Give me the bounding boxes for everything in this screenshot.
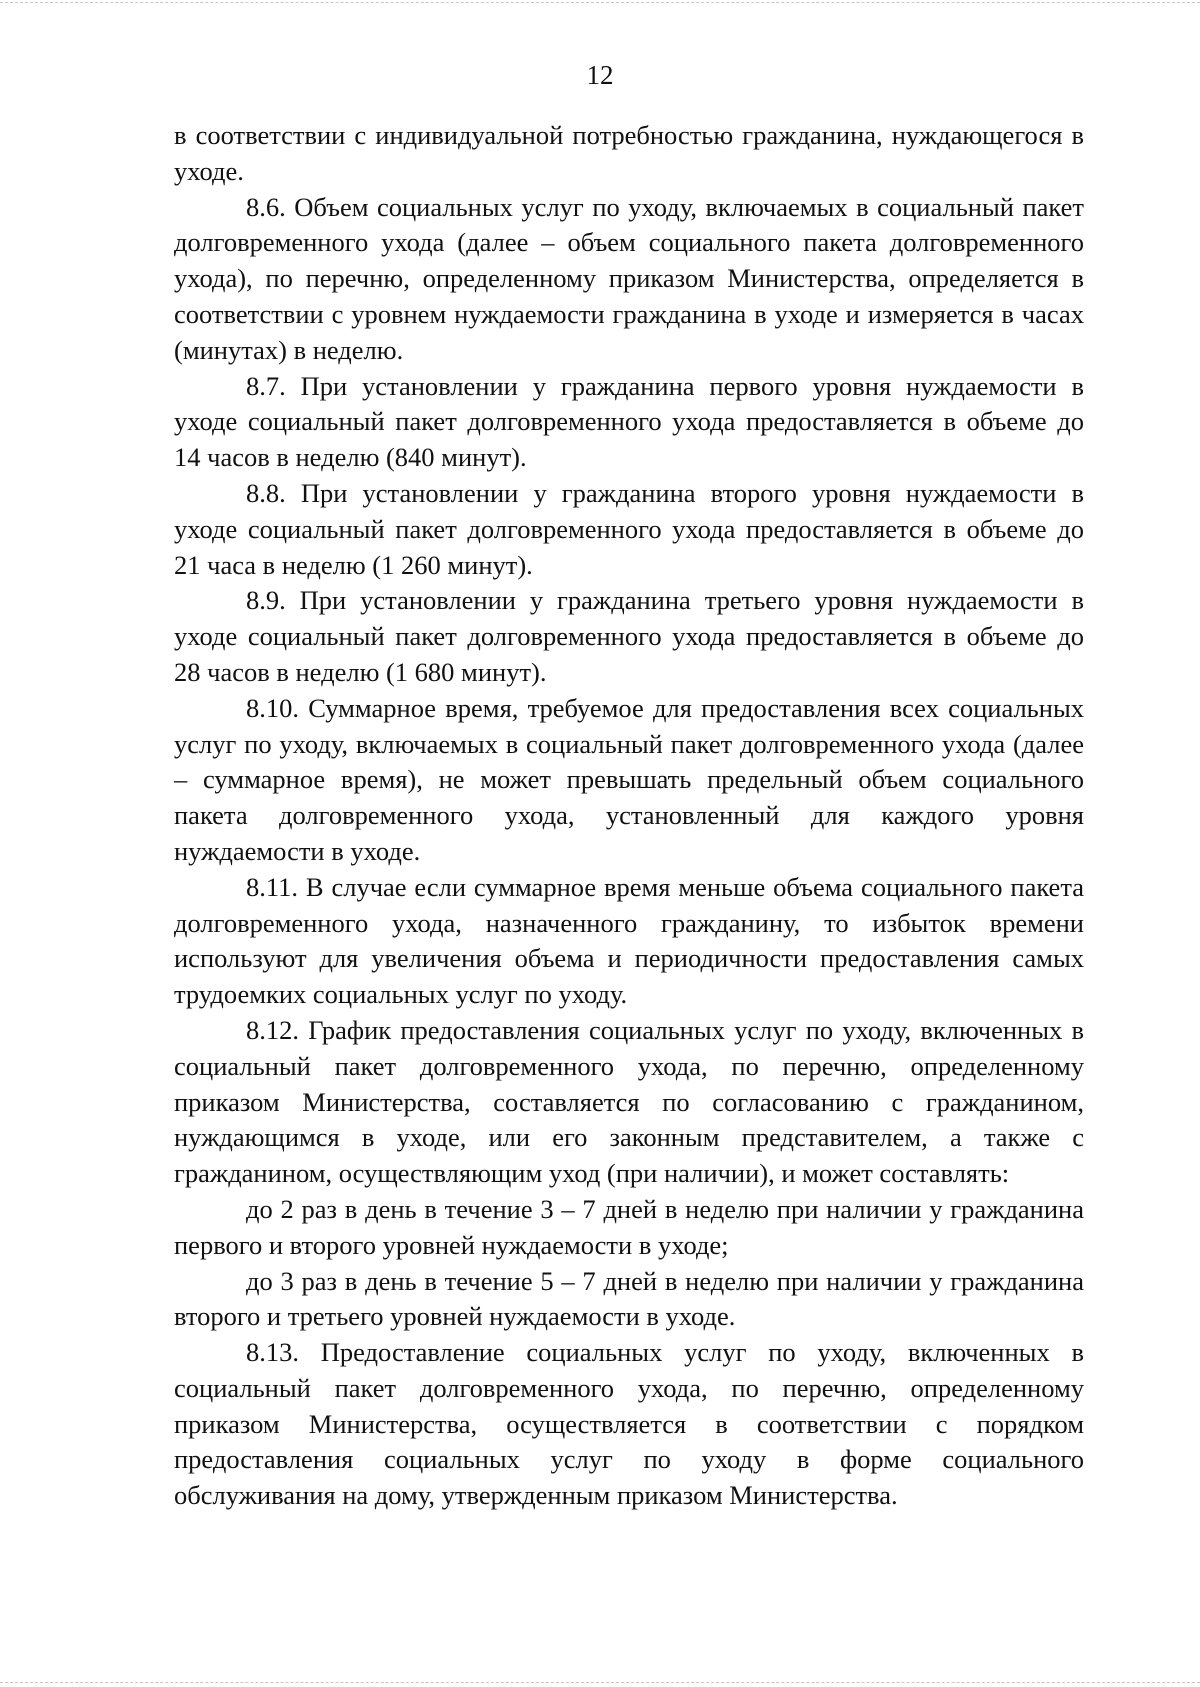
- paragraph-8-13: 8.13. Предоставление социальных услуг по уходу, включенных в социальный пакет долговременного ухода, по перечню, определенному приказом Министерства, осуществляется в соответствии с порядком предоставления социальных услуг по уходу в форме социального обслуживания на дому, утвержденным приказом Министерства.: [174, 1337, 1084, 1511]
- paragraph-8-10: 8.10. Суммарное время, требуемое для предоставления всех социальных услуг по уходу, включаемых в социальный пакет долговременного ухода (далее – суммарное время), не может превышать предельный объем социального пакета долговременного ухода, установленный для каждого уровня нуждаемости в уходе.: [174, 692, 1084, 866]
- page-number: 12: [586, 60, 614, 90]
- paragraph-8-6: 8.6. Объем социальных услуг по уходу, включаемых в социальный пакет долговременного ухода (далее – объем социального пакета долговременного ухода), по перечню, определенному приказом Министерства, определяется в соответствии с уровнем нуждаемости гражданина в уходе и измеряется в часах (минутах) в неделю.: [174, 191, 1084, 365]
- scan-bottom-edge: [0, 1682, 1200, 1683]
- paragraph-8-7: 8.7. При установлении у гражданина первого уровня нуждаемости в уходе социальный пакет долговременного ухода предоставляется в объеме до 14 часов в неделю (840 минут).: [174, 370, 1084, 473]
- paragraph-8-12-item-1: до 2 раз в день в течение 3 – 7 дней в неделю при наличии у гражданина первого и второго уровней нуждаемости в уходе;: [174, 1193, 1084, 1260]
- document-body: [174, 118, 1084, 1514]
- paragraph-8-12-item-2: до 3 раз в день в течение 5 – 7 дней в неделю при наличии у гражданина второго и третьего уровней нуждаемости в уходе.: [174, 1265, 1084, 1332]
- paragraph-8-8: 8.8. При установлении у гражданина второго уровня нуждаемости в уходе социальный пакет долговременного ухода предоставляется в объеме до 21 часа в неделю (1 260 минут).: [174, 477, 1084, 580]
- paragraph-8-12: 8.12. График предоставления социальных услуг по уходу, включенных в социальный пакет долговременного ухода, по перечню, определенному приказом Министерства, составляется по согласованию с гражданином, нуждающимся в уходе, или его законным представителем, а также с гражданином, осуществляющим уход (при наличии), и может составлять:: [174, 1014, 1084, 1189]
- paragraph-continuation: в соответствии с индивидуальной потребностью гражданина, нуждающегося в уходе.: [174, 120, 1084, 186]
- paragraph-8-9: 8.9. При установлении у гражданина третьего уровня нуждаемости в уходе социальный пакет долговременного ухода предоставляется в объеме до 28 часов в неделю (1 680 минут).: [174, 585, 1084, 687]
- paragraph-8-11: 8.11. В случае если суммарное время меньше объема социального пакета долговременного ухода, назначенного гражданину, то избыток времени используют для увеличения объема и периодичности предоставления самых трудоемких социальных услуг по уходу.: [174, 871, 1084, 1010]
- scan-top-edge: [0, 2, 1200, 3]
